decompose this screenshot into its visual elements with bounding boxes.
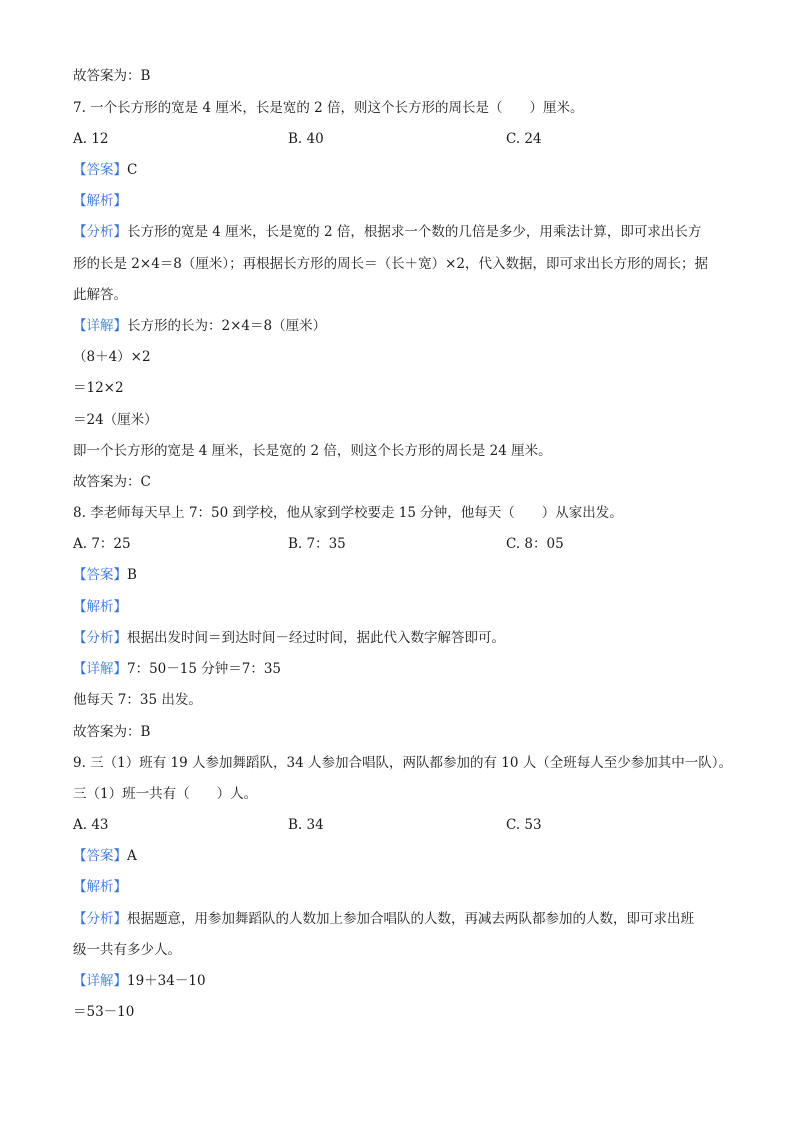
xiangjie-tag: 【详解】	[73, 318, 127, 334]
q8-answer	[73, 565, 137, 585]
q7-xiangjie-line-6: 故答案为：C	[73, 474, 151, 490]
q8-xiangjie-line-3: 故答案为：B	[73, 724, 151, 740]
q7-option-b: B. 40	[288, 131, 324, 147]
answer-value: C	[127, 162, 138, 178]
q7-stem: 7. 一个长方形的宽是 4 厘米，长是宽的 2 倍，则这个长方形的周长是（ ）厘米。	[73, 100, 584, 116]
analysis-tag: 【解析】	[73, 599, 127, 615]
q7-xiangjie-line-1	[73, 316, 326, 336]
q9-stem-line-2: 三（1）班一共有（ ）人。	[73, 786, 258, 802]
q7-option-c: C. 24	[506, 131, 542, 147]
fenxi-text: 长方形的宽是 4 厘米，长是宽的 2 倍，根据求一个数的几倍是多少，用乘法计算，即可求出长方	[127, 224, 702, 240]
answer-tag: 【答案】	[73, 162, 127, 178]
q7-analysis-heading	[73, 191, 127, 211]
q8-xiangjie-line-2: 他每天 7：35 出发。	[73, 692, 202, 708]
q7-fenxi-line-3: 此解答。	[73, 287, 127, 303]
q9-xiangjie-line-2: ＝53－10	[73, 1004, 135, 1020]
q9-xiangjie-line-1	[73, 971, 206, 991]
q8-fenxi-line-1	[73, 628, 505, 648]
answer-tag: 【答案】	[73, 567, 127, 583]
q9-option-c: C. 53	[506, 817, 542, 833]
q8-stem: 8. 李老师每天早上 7：50 到学校，他从家到学校要走 15 分钟，他每天（ ）从家出发。	[73, 505, 623, 521]
q9-stem-line-1: 9. 三（1）班有 19 人参加舞蹈队，34 人参加合唱队，两队都参加的有 10 人（全班每人至少参加其中一队）。	[73, 755, 733, 771]
q7-xiangjie-line-4: ＝24（厘米）	[73, 412, 158, 428]
answer-value: B	[127, 567, 137, 583]
analysis-tag: 【解析】	[73, 193, 127, 209]
q9-option-b: B. 34	[288, 817, 324, 833]
q9-fenxi-line-2: 级一共有多少人。	[73, 942, 181, 958]
q7-fenxi-line-1	[73, 222, 701, 242]
answer-tag: 【答案】	[73, 848, 127, 864]
q8-option-b: B. 7：35	[288, 536, 346, 552]
fenxi-tag: 【分析】	[73, 911, 127, 927]
q9-analysis-heading	[73, 877, 127, 897]
xiangjie-tag: 【详解】	[73, 973, 127, 989]
q7-answer	[73, 160, 137, 180]
q9-fenxi-line-1	[73, 909, 694, 929]
fenxi-text: 根据题意，用参加舞蹈队的人数加上参加合唱队的人数，再减去两队都参加的人数，即可求出班	[127, 911, 694, 927]
xiangjie-text: 19＋34－10	[127, 973, 206, 989]
xiangjie-text: 7：50－15 分钟＝7：35	[127, 661, 282, 677]
q7-fenxi-line-2: 形的长是 2×4＝8（厘米）；再根据长方形的周长＝（长＋宽）×2，代入数据，即可求出长方形的周长；据	[73, 256, 709, 272]
q7-xiangjie-line-2: （8＋4）×2	[73, 349, 151, 365]
fenxi-tag: 【分析】	[73, 630, 127, 646]
q7-xiangjie-line-3: ＝12×2	[73, 380, 124, 396]
q8-xiangjie-line-1	[73, 659, 281, 679]
q7-option-a: A. 12	[73, 131, 109, 147]
q8-analysis-heading	[73, 597, 127, 617]
fenxi-text: 根据出发时间＝到达时间－经过时间，据此代入数字解答即可。	[127, 630, 505, 646]
analysis-tag: 【解析】	[73, 879, 127, 895]
xiangjie-text: 长方形的长为：2×4＝8（厘米）	[127, 318, 327, 334]
answer-value: A	[127, 848, 137, 864]
xiangjie-tag: 【详解】	[73, 661, 127, 677]
q6-answer-line: 故答案为：B	[73, 68, 151, 84]
q7-xiangjie-line-5: 即一个长方形的宽是 4 厘米，长是宽的 2 倍，则这个长方形的周长是 24 厘米。	[73, 443, 552, 459]
q9-option-a: A. 43	[73, 817, 109, 833]
q8-option-a: A. 7：25	[73, 536, 131, 552]
q8-option-c: C. 8：05	[506, 536, 564, 552]
fenxi-tag: 【分析】	[73, 224, 127, 240]
q9-answer	[73, 846, 137, 866]
